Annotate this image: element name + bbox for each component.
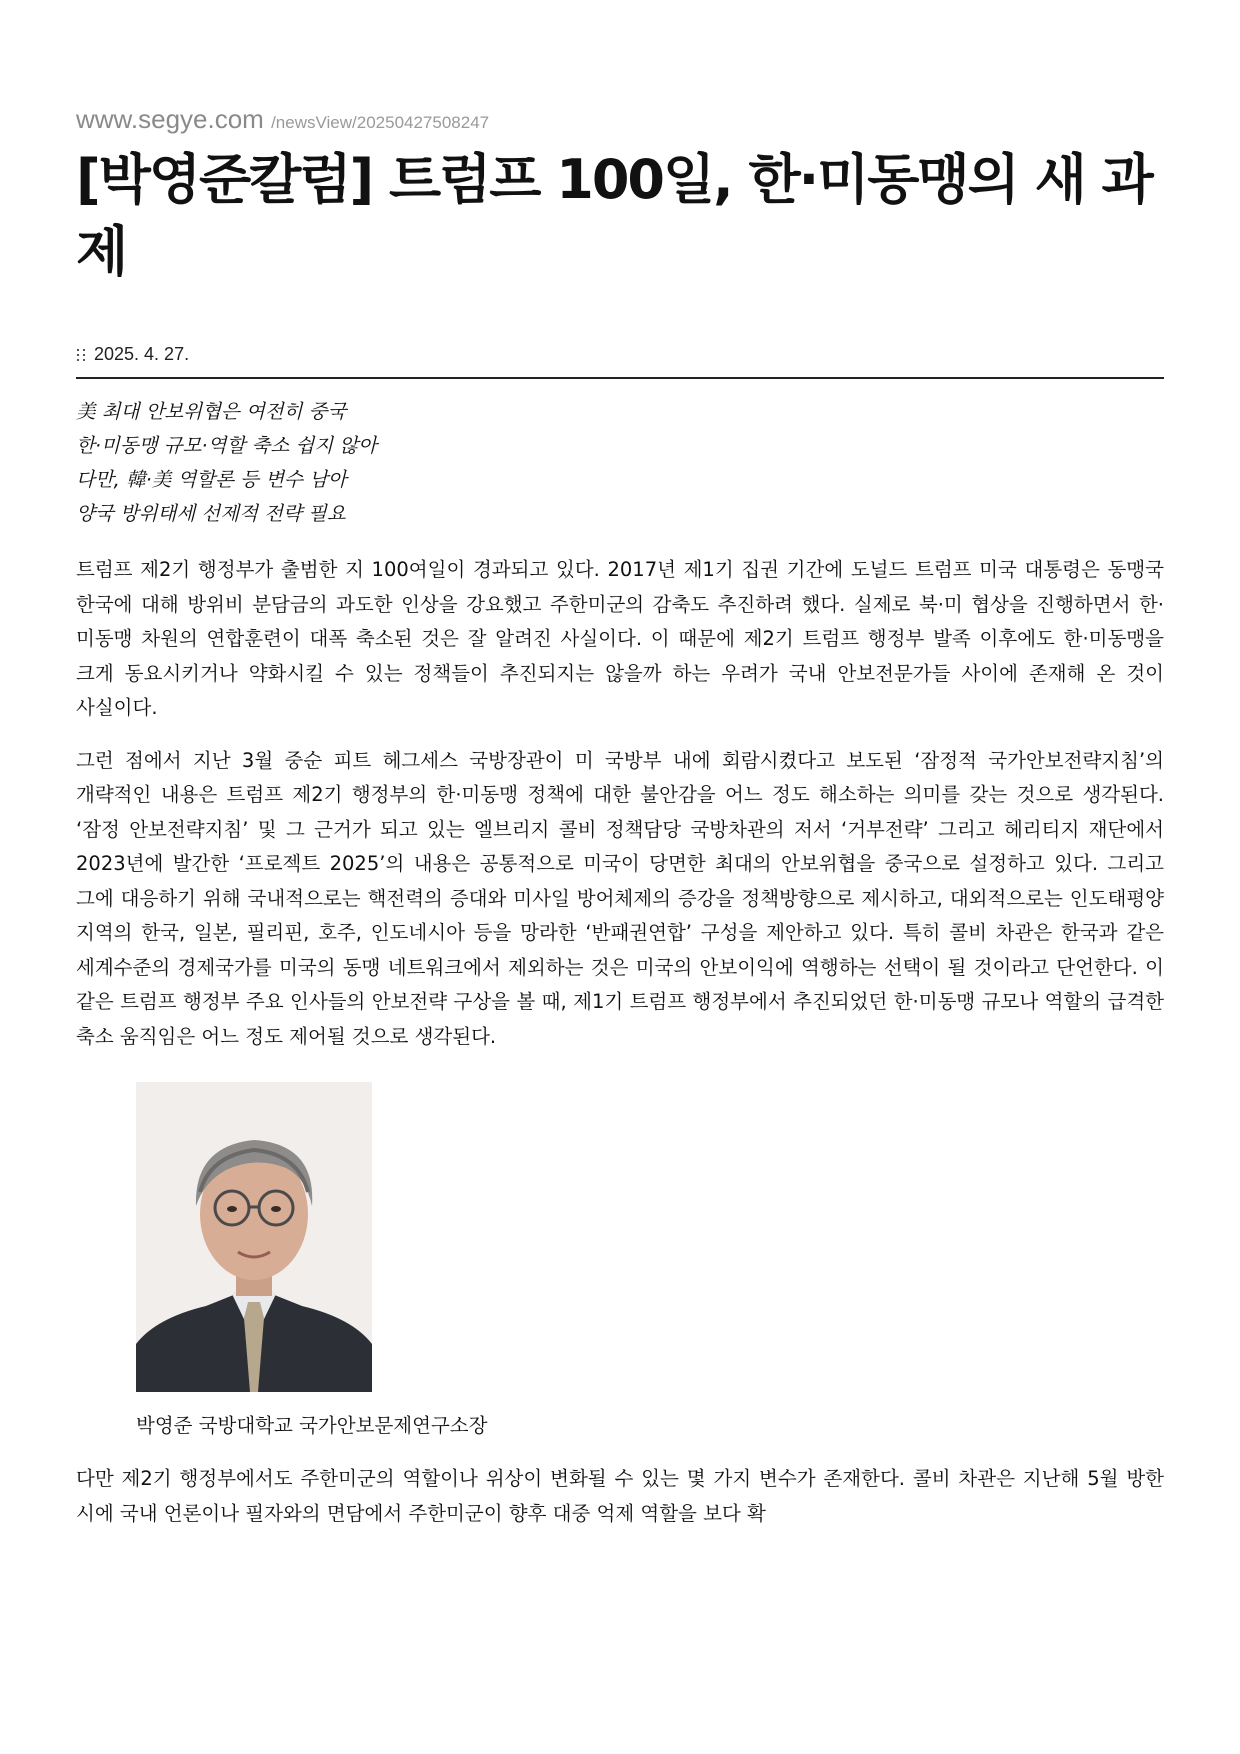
author-figure [136,1082,516,1440]
grip-icon [76,348,88,362]
subhead: 다만, 韓·美 역할론 등 변수 남아 [76,468,347,491]
photo-caption: 박영준 국방대학교 국가안보문제연구소장 [136,1414,488,1437]
article-date: 2025. 4. 27. [94,344,190,364]
article-page [76,104,1164,1531]
date-row [76,344,1164,365]
source-domain[interactable]: www.segye.com [76,104,264,134]
body-paragraph: 트럼프 제2기 행정부가 출범한 지 100여일이 경과되고 있다. 2017년 제1기 집권 기간에 도널드 트럼프 미국 대통령은 동맹국 한국에 대해 방위비 분담금의 과도한 인상을 강요했고 주한미군의 감축도 추진하려 했다. 실제로 북·미 협상을 진행하면서 한·미동맹 차원의 연합훈련이 대폭 축소된 것은 잘 알려진 사실이다. 이 때문에 제2기 트럼프 행정부 발족 이후에도 한·미동맹을 크게 동요시키거나 약화시킬 수 있는 정책들이 추진되지는 않을까 하는 우려가 국내 안보전문가들 사이에 존재해 온 것이 사실이다. [76,558,1164,719]
source-url[interactable] [76,104,1164,138]
subhead: 美 최대 안보위협은 여전히 중국 [76,400,347,423]
article-title: [박영준칼럼] 트럼프 100일, 한·미동맹의 새 과제 [76,148,1152,283]
body-paragraph: 그런 점에서 지난 3월 중순 피트 헤그세스 국방장관이 미 국방부 내에 회람시켰다고 보도된 ‘잠정적 국가안보전략지침’의 개략적인 내용은 트럼프 제2기 행정부의 한·미동맹 정책에 대한 불안감을 어느 정도 해소하는 의미를 갖는 것으로 생각된다. ‘잠정 안보전략지침’ 및 그 근거가 되고 있는 엘브리지 콜비 정책담당 국방차관의 저서 ‘거부전략’ 그리고 헤리티지 재단에서 2023년에 발간한 ‘프로젝트 2025’의 내용은 공통적으로 미국이 당면한 최대의 안보위협을 중국으로 설정하고 있다. 그리고 그에 대응하기 위해 국내적으로는 핵전력의 증대와 미사일 방어체제의 증강을 정책방향으로 제시하고, 대외적으로는 인도태평양 지역의 한국, 일본, 필리핀, 호주, 인도네시아 등을 망라한 ‘반패권연합’ 구성을 제안하고 있다. 특히 콜비 차관은 한국과 같은 세계수준의 경제국가를 미국의 동맹 네트워크에서 제외하는 것은 미국의 안보이익에 역행하는 선택이 될 것이라고 단언한다. 이 같은 트럼프 행정부 주요 인사들의 안보전략 구상을 볼 때, 제1기 트럼프 행정부에서 추진되었던 한·미동맹 규모나 역할의 급격한 축소 움직임은 어느 정도 제어될 것으로 생각된다. [76,748,1165,1048]
author-photo [136,1082,372,1392]
subhead: 한·미동맹 규모·역할 축소 쉽지 않아 [76,434,377,457]
body-paragraph: 다만 제2기 행정부에서도 주한미군의 역할이나 위상이 변화될 수 있는 몇 가지 변수가 존재한다. 콜비 차관은 지난해 5월 방한 시에 국내 언론이나 필자와의 면담에서 주한미군이 향후 대중 억제 역할을 보다 확 [76,1467,1164,1525]
source-path[interactable]: /newsView/20250427508247 [271,113,490,132]
subhead: 양국 방위태세 선제적 전략 필요 [76,502,346,525]
divider [76,377,1164,379]
subheads [76,395,1164,531]
